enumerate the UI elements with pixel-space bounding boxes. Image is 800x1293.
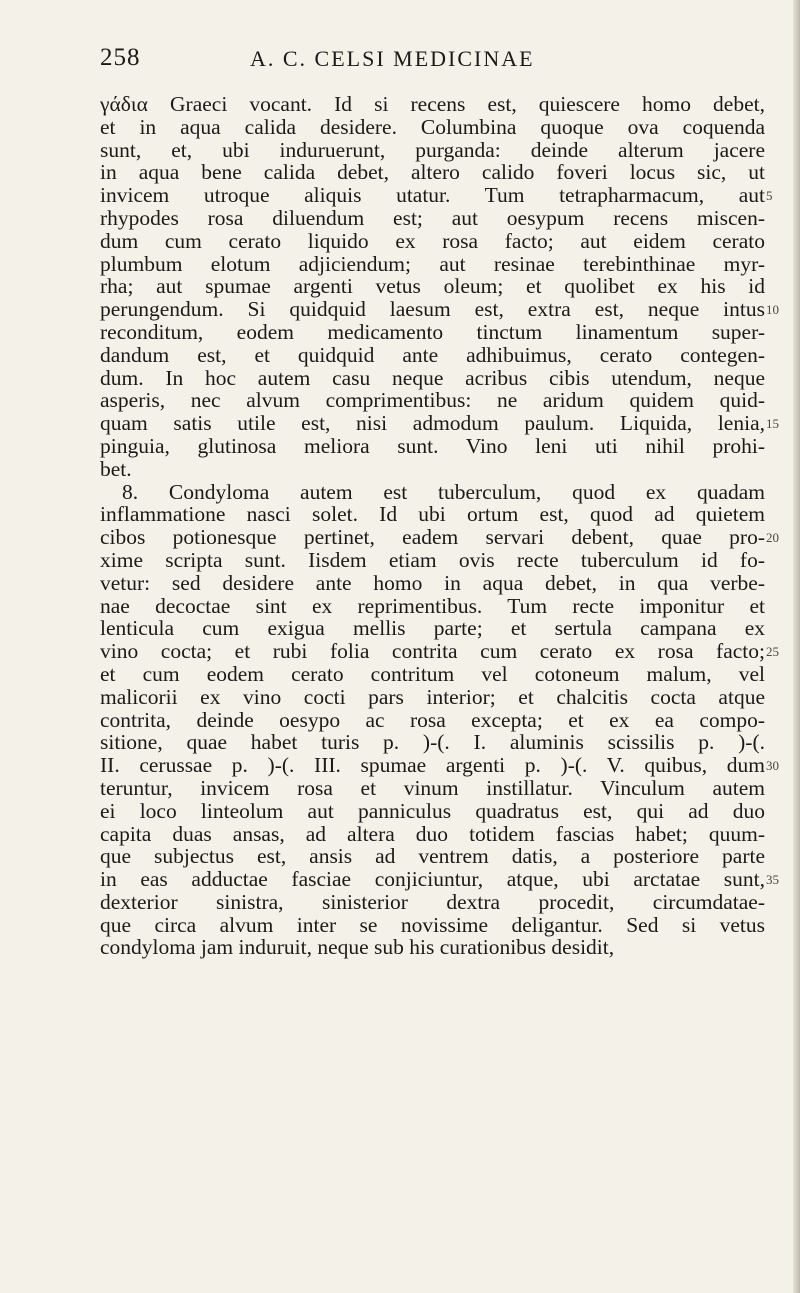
text-line: in aqua bene calida debet, altero calido foveri locus sic, ut — [100, 160, 765, 185]
text-line: vino cocta; et rubi folia contrita cum cerato ex rosa facto; — [100, 639, 765, 664]
margin-line-number: 25 — [766, 644, 779, 660]
text-line: invicem utroque aliquis utatur. Tum tetrapharmacum, aut — [100, 183, 765, 208]
text-line: reconditum, eodem medicamento tinctum linamentum super- — [100, 319, 765, 344]
text-line: contrita, deinde oesypo ac rosa excepta; et ex ea compo- — [100, 707, 765, 732]
text-line: γάδια Graeci vocant. Id si recens est, quiescere homo debet, — [100, 92, 765, 116]
text-line: dum cum cerato liquido ex rosa facto; aut eidem cerato — [100, 228, 765, 253]
text-line: dandum est, et quidquid ante adhibuimus, cerato contegen- — [100, 342, 765, 367]
page-header — [100, 44, 760, 84]
text-line: capita duas ansas, ad altera duo totidem fascias habet; quum- — [100, 821, 765, 846]
text-line: condyloma jam induruit, neque sub his curationibus desidit, — [100, 935, 615, 960]
text-line: cibos potionesque pertinet, eadem servari debent, quae pro- — [100, 525, 765, 550]
text-line: que subjectus est, ansis ad ventrem datis, a posteriore parte — [100, 844, 765, 869]
text-line: et cum eodem cerato contritum vel cotoneum malum, vel — [100, 661, 765, 686]
text-line: rhypodes rosa diluendum est; aut oesypum recens miscen- — [100, 205, 765, 230]
margin-line-number: 30 — [766, 758, 779, 774]
margin-line-number: 15 — [766, 416, 779, 432]
text-line: que circa alvum inter se novissime deligantur. Sed si vetus — [100, 912, 765, 937]
text-line: lenticula cum exigua mellis parte; et sertula campana ex — [100, 616, 765, 641]
running-head: A. C. CELSI MEDICINAE — [250, 46, 535, 71]
text-line: asperis, nec alvum comprimentibus: ne aridum quidem quid- — [100, 388, 765, 413]
text-line: 8. Condyloma autem est tuberculum, quod ex quadam — [122, 479, 765, 504]
text-line: dexterior sinistra, sinisterior dextra procedit, circumdatae- — [100, 889, 765, 914]
text-line: nae decoctae sint ex reprimentibus. Tum recte imponitur et — [100, 593, 765, 618]
text-line: malicorii ex vino cocti pars interior; et chalcitis cocta atque — [100, 684, 765, 709]
body-text — [100, 93, 765, 959]
text-line: et in aqua calida desidere. Columbina quoque ova coquenda — [100, 114, 765, 139]
text-line: dum. In hoc autem casu neque acribus cibis utendum, neque — [100, 365, 765, 390]
page-number: 258 — [100, 44, 141, 71]
text-line: quam satis utile est, nisi admodum paulum. Liquida, lenia, — [100, 411, 765, 436]
text-line: II. cerussae p. )-(. III. spumae argenti p. )-(. V. quibus, dum — [100, 753, 765, 778]
page-edge — [793, 0, 800, 1293]
text-line: in eas adductae fasciae conjiciuntur, atque, ubi arctatae sunt, — [100, 867, 765, 892]
text-line: pinguia, glutinosa meliora sunt. Vino leni uti nihil prohi- — [100, 433, 765, 458]
margin-line-number: 35 — [766, 872, 779, 888]
text-line: teruntur, invicem rosa et vinum instillatur. Vinculum autem — [100, 775, 765, 800]
text-line: rha; aut spumae argenti vetus oleum; et quolibet ex his id — [100, 274, 765, 299]
margin-line-number: 5 — [766, 188, 773, 204]
text-line: sunt, et, ubi induruerunt, purganda: deinde alterum jacere — [100, 137, 765, 162]
margin-line-number: 20 — [766, 530, 779, 546]
margin-line-number: 10 — [766, 302, 779, 318]
text-line: plumbum elotum adjiciendum; aut resinae terebinthinae myr- — [100, 251, 765, 276]
text-line: vetur: sed desidere ante homo in aqua debet, in qua verbe- — [100, 570, 765, 595]
text-line: perungendum. Si quidquid laesum est, extra est, neque intus — [100, 297, 765, 322]
text-line: xime scripta sunt. Iisdem etiam ovis recte tuberculum id fo- — [100, 547, 765, 572]
text-line: bet. — [100, 456, 132, 481]
text-line: ei loco linteolum aut panniculus quadratus est, qui ad duo — [100, 798, 765, 823]
text-line: sitione, quae habet turis p. )-(. I. aluminis scissilis p. )-(. — [100, 730, 765, 755]
text-line: inflammatione nasci solet. Id ubi ortum est, quod ad quietem — [100, 502, 765, 527]
